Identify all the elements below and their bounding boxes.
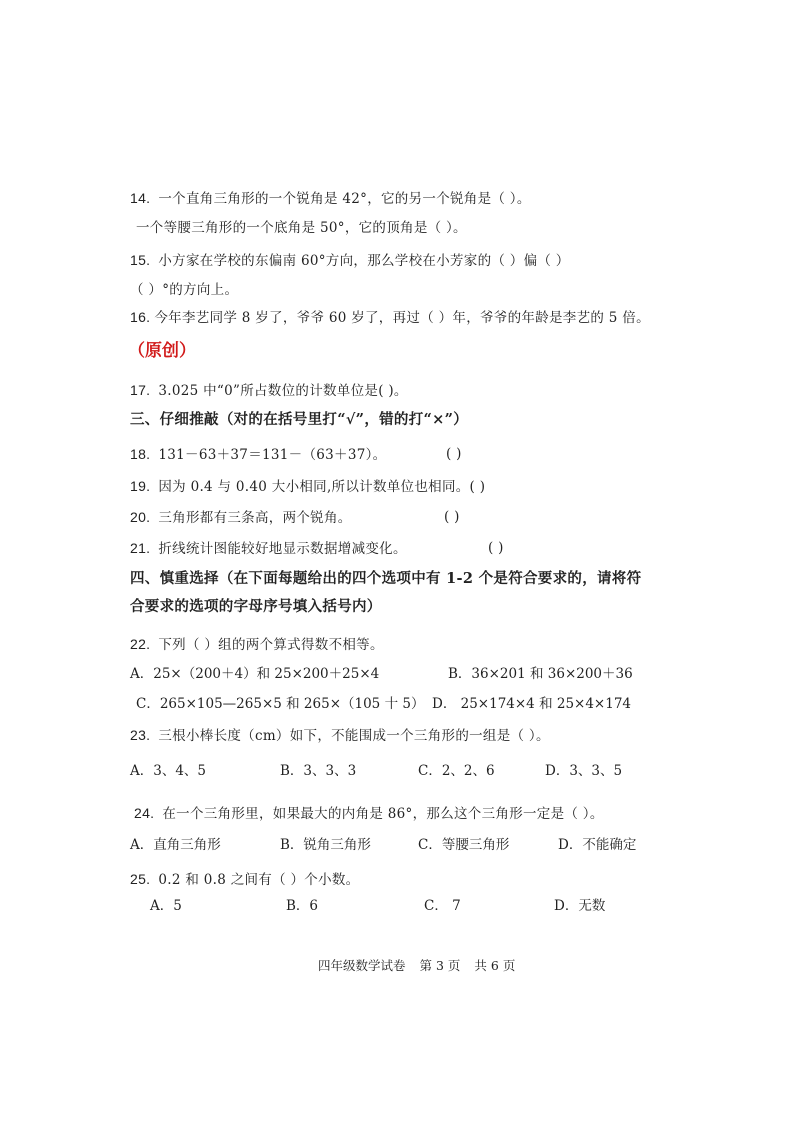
question-number: 24. (134, 805, 155, 821)
question-number: 16. (130, 309, 151, 325)
question-15-continuation (130, 280, 238, 300)
question-22 (130, 634, 384, 655)
section-title: 四、慎重选择 (130, 570, 219, 587)
question-number: 14. (130, 190, 151, 206)
question-number: 23. (130, 727, 151, 743)
question-text: （ ）°的方向上。 (130, 282, 239, 298)
section-4-note-continuation (130, 597, 382, 617)
question-text: 131－63＋37＝131－（63＋37）。 (158, 447, 387, 463)
question-23 (130, 725, 550, 746)
section-note: （在下面每题给出的四个选项中有 1-2 个是符合要求的，请将符 (218, 570, 642, 587)
option-b: B．36×201 和 36×200＋36 (448, 666, 633, 682)
answer-bracket: ( ) (446, 446, 462, 462)
option-a: A．3、4、5 (130, 763, 207, 779)
section-note: （对的在括号里打“√”，错的打“×”） (218, 411, 469, 428)
section-3-heading (130, 410, 468, 430)
question-16 (130, 307, 650, 328)
option-a: A．5 (150, 898, 182, 914)
question-number: 18. (130, 446, 151, 462)
option-b: B．3、3、3 (280, 763, 357, 779)
question-text: 因为 0.4 与 0.40 大小相同,所以计数单位也相同。( ) (158, 479, 486, 495)
footer-total-pages: 共 6 页 (474, 958, 516, 973)
section-title: 三、仔细推敲 (130, 411, 219, 428)
question-text: 一个等腰三角形的一个底角是 50°，它的顶角是（ ）。 (136, 220, 467, 236)
question-number: 21. (130, 540, 151, 556)
question-24 (134, 803, 604, 824)
question-number: 15. (130, 252, 151, 268)
question-text: 小方家在学校的东偏南 60°方向，那么学校在小芳家的（ ）偏（ ） (158, 253, 570, 269)
question-number: 19. (130, 478, 151, 494)
question-number: 22. (130, 636, 151, 652)
option-c: C． 7 (424, 898, 461, 914)
question-14-part-2 (136, 218, 467, 238)
option-c: C．2、2、6 (418, 763, 495, 779)
question-14 (130, 188, 531, 209)
section-note: 合要求的选项的字母序号填入括号内） (130, 598, 382, 615)
option-a: A．25×（200＋4）和 25×200＋25×4 (130, 666, 380, 682)
question-text: 下列（ ）组的两个算式得数不相等。 (158, 637, 384, 653)
question-text: 在一个三角形里，如果最大的内角是 86°，那么这个三角形一定是（ ）。 (162, 806, 604, 822)
option-a: A．直角三角形 (130, 837, 221, 853)
question-text: 三根小棒长度（cm）如下，不能围成一个三角形的一组是（ ）。 (158, 728, 550, 744)
question-17 (130, 380, 408, 401)
option-b: B．6 (286, 898, 319, 914)
question-text: 3.025 中“0”所占数位的计数单位是( )。 (158, 383, 408, 399)
answer-bracket: ( ) (488, 540, 504, 556)
option-d: D．不能确定 (558, 837, 637, 853)
question-21 (130, 538, 407, 559)
question-text: 一个直角三角形的一个锐角是 42°，它的另一个锐角是（ ）。 (158, 191, 531, 207)
option-c: C．等腰三角形 (418, 837, 510, 853)
question-number: 17. (130, 382, 151, 398)
option-b: B．锐角三角形 (280, 837, 371, 853)
footer-page-number: 第 3 页 (419, 958, 461, 973)
option-d: D．无数 (554, 898, 606, 914)
question-19 (130, 476, 485, 497)
question-text: 0.2 和 0.8 之间有（ ）个小数。 (158, 872, 360, 888)
question-18 (130, 444, 386, 465)
option-c: C．265×105—265×5 和 265×（105 十 5） (136, 696, 425, 712)
question-number: 25. (130, 871, 151, 887)
question-20 (130, 507, 352, 528)
question-25 (130, 869, 359, 890)
option-d: D．3、3、5 (545, 763, 623, 779)
question-number: 20. (130, 509, 151, 525)
original-tag: （原创） (128, 341, 196, 361)
page-footer (318, 956, 529, 974)
option-d: D． 25×174×4 和 25×4×174 (432, 696, 632, 712)
question-text: 折线统计图能较好地显示数据增减变化。 (158, 541, 407, 557)
question-15 (130, 250, 570, 271)
question-text: 今年李艺同学 8 岁了，爷爷 60 岁了，再过（ ）年，爷爷的年龄是李艺的 5 倍。 (154, 310, 650, 326)
question-text: 三角形都有三条高，两个锐角。 (158, 510, 352, 526)
answer-bracket: ( ) (444, 509, 460, 525)
section-4-heading (130, 569, 641, 589)
footer-title: 四年级数学试卷 (318, 958, 406, 973)
